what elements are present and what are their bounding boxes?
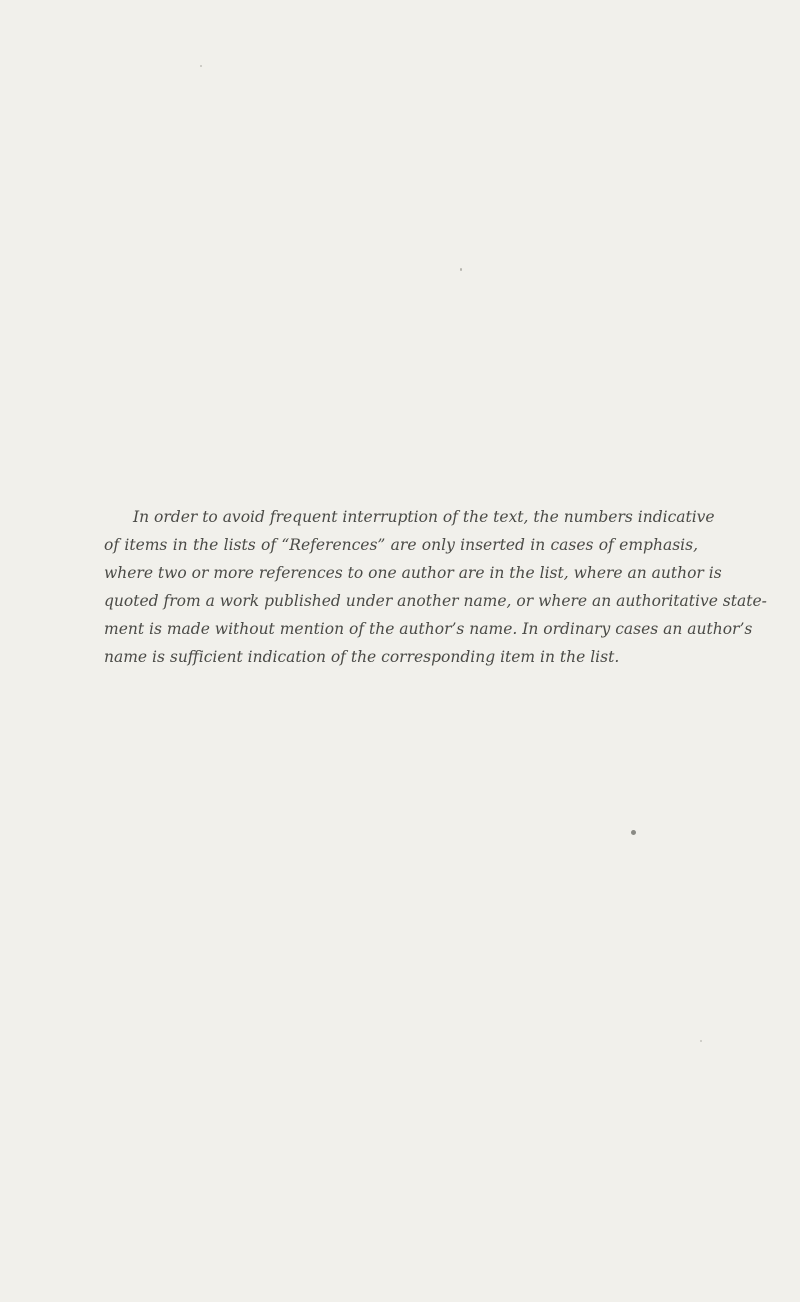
note-line-6: name is sufficient indication of the corresponding item in the list.: [104, 648, 620, 666]
ink-dot: [631, 830, 636, 835]
note-line-1: In order to avoid frequent interruption of the text, the numbers indicative: [133, 508, 715, 526]
note-line-4: quoted from a work published under another name, or where an authoritative state-: [104, 592, 767, 610]
references-note-paragraph: [104, 503, 767, 671]
paper-speck: [200, 65, 202, 67]
note-line-3: where two or more references to one author are in the list, where an author is: [104, 564, 722, 582]
note-line-5: ment is made without mention of the author’s name. In ordinary cases an author’s: [104, 620, 753, 638]
note-line-2: of items in the lists of “References” are only inserted in cases of emphasis,: [104, 536, 698, 554]
paper-speck: [700, 1040, 702, 1042]
paper-speck: [460, 268, 462, 271]
